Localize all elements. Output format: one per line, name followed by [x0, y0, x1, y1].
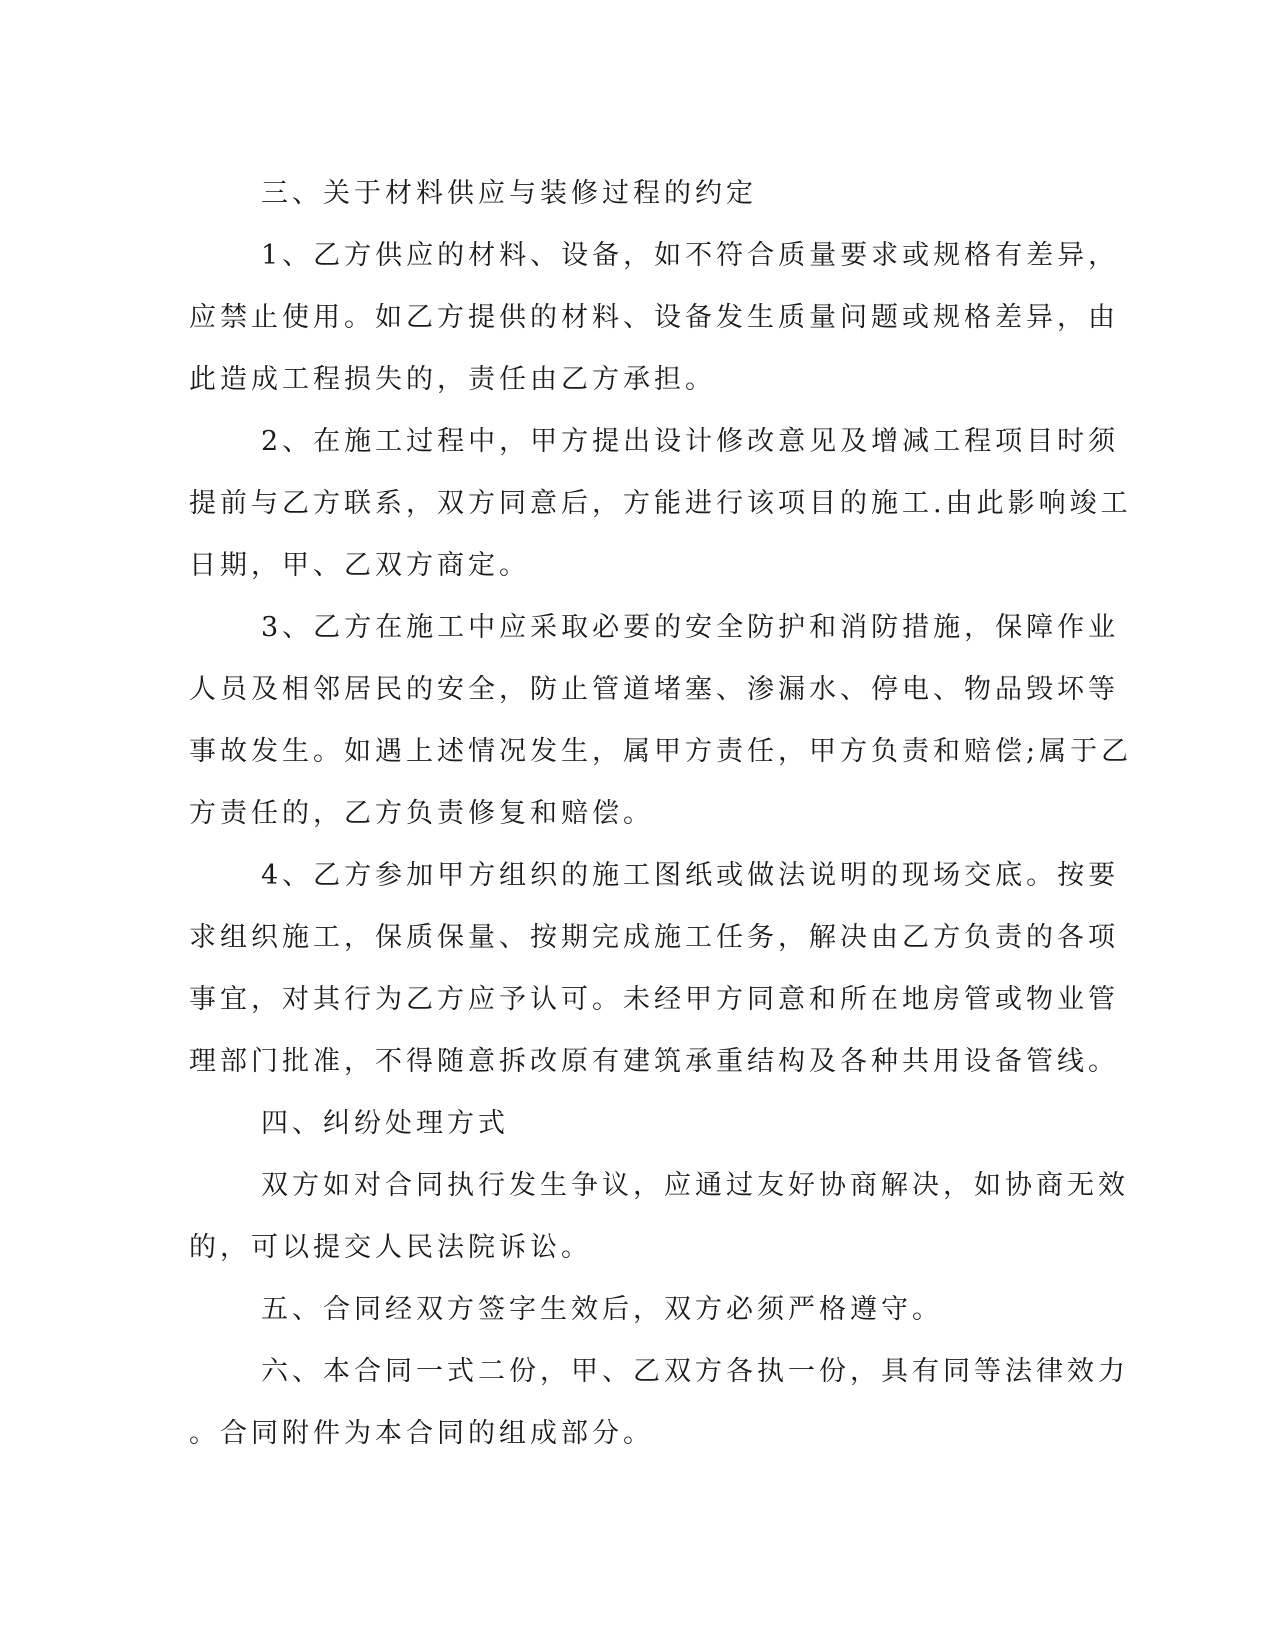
- section-6-line-1: 六、本合同一式二份，甲、乙双方各执一份，具有同等法律效力: [261, 1356, 1129, 1387]
- section-heading-disputes: 四、纠纷处理方式: [261, 1108, 509, 1139]
- document-body: [189, 163, 1133, 1465]
- clause-2-line-3: 日期，甲、乙双方商定。: [189, 550, 530, 581]
- clause-3-line-1: 3、乙方在施工中应采取必要的安全防护和消防措施，保障作业: [261, 612, 1120, 643]
- section-5-line-1: 五、合同经双方签字生效后，双方必须严格遵守。: [261, 1294, 943, 1325]
- clause-3-line-3: 事故发生。如遇上述情况发生，属甲方责任，甲方负责和赔偿;属于乙: [189, 736, 1133, 767]
- clause-1-line-1: 1、乙方供应的材料、设备，如不符合质量要求或规格有差异，: [261, 240, 1120, 271]
- clause-2-line-1: 2、在施工过程中，甲方提出设计修改意见及增减工程项目时须: [261, 426, 1120, 457]
- clause-4-line-2: 求组织施工，保质保量、按期完成施工任务，解决由乙方负责的各项: [189, 922, 1119, 953]
- section-6-line-2: 。合同附件为本合同的组成部分。: [189, 1418, 654, 1449]
- clause-1-line-2: 应禁止使用。如乙方提供的材料、设备发生质量问题或规格差异，由: [189, 302, 1119, 333]
- disputes-line-2: 的，可以提交人民法院诉讼。: [189, 1232, 592, 1263]
- clause-4-line-4: 理部门批准，不得随意拆改原有建筑承重结构及各种共用设备管线。: [189, 1046, 1119, 1077]
- clause-3-line-4: 方责任的，乙方负责修复和赔偿。: [189, 798, 654, 829]
- section-heading-materials: 三、关于材料供应与装修过程的约定: [261, 178, 757, 209]
- clause-4-line-1: 4、乙方参加甲方组织的施工图纸或做法说明的现场交底。按要: [261, 860, 1120, 891]
- clause-4-line-3: 事宜，对其行为乙方应予认可。未经甲方同意和所在地房管或物业管: [189, 984, 1119, 1015]
- clause-2-line-2: 提前与乙方联系，双方同意后，方能进行该项目的施工.由此影响竣工: [189, 488, 1132, 519]
- clause-3-line-2: 人员及相邻居民的安全，防止管道堵塞、渗漏水、停电、物品毁坏等: [189, 674, 1119, 705]
- clause-1-line-3: 此造成工程损失的，责任由乙方承担。: [189, 364, 716, 395]
- disputes-line-1: 双方如对合同执行发生争议，应通过友好协商解决，如协商无效: [261, 1170, 1129, 1201]
